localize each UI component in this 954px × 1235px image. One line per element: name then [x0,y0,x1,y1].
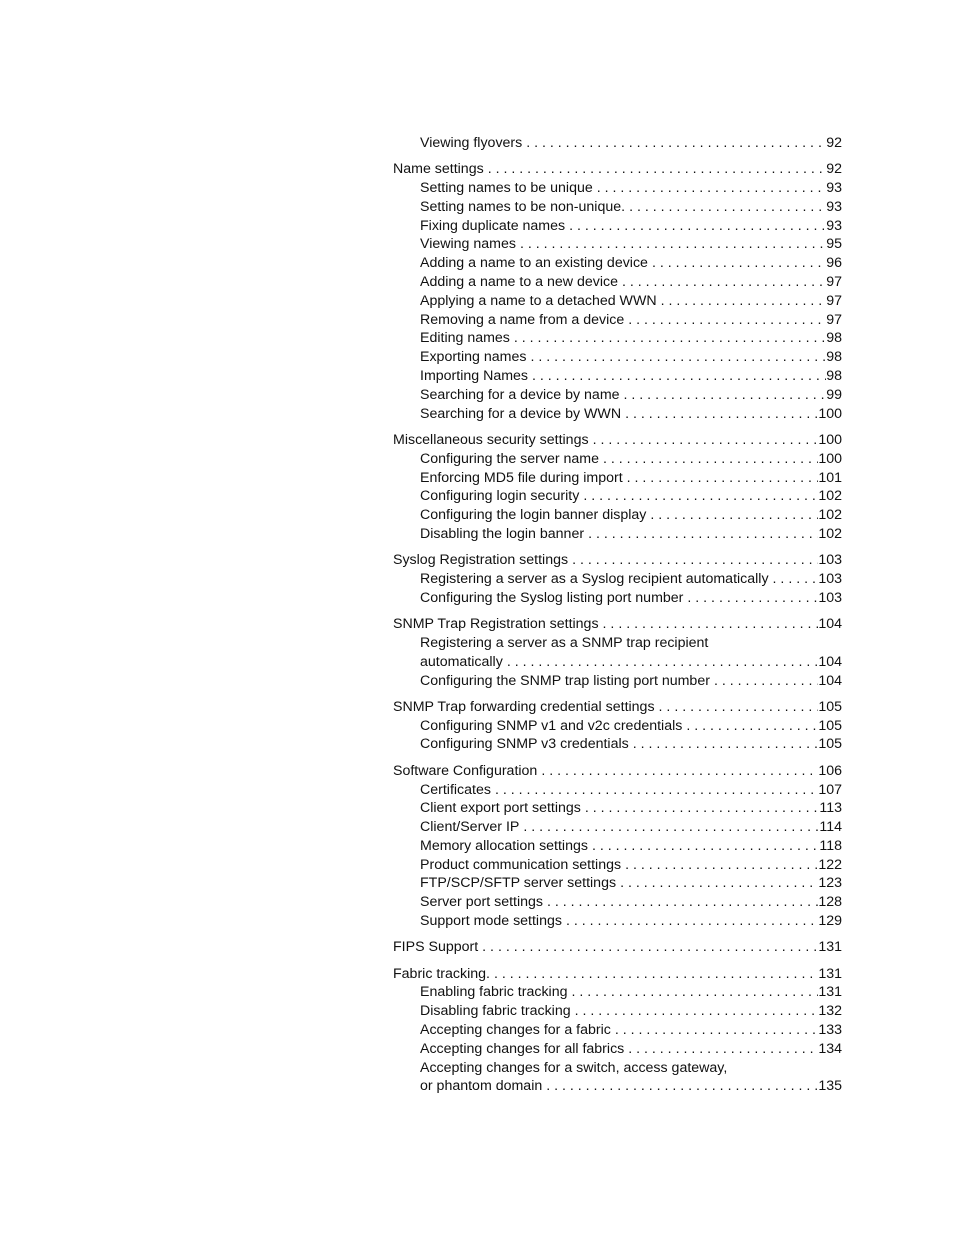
dot-leader [541,762,818,781]
toc-entry-title: FTP/SCP/SFTP server settings [420,875,617,892]
dot-leader [603,450,818,469]
toc-section [393,431,842,544]
toc-entry-page-number: 104 [818,616,842,633]
toc-entry[interactable] [393,799,842,818]
toc-entry-title: Support mode settings [420,913,562,930]
toc-entry-title: Exporting names [420,349,527,366]
toc-entry-page-number: 104 [818,653,842,670]
dot-leader [652,254,826,273]
toc-entry-title: Fabric tracking. [393,965,490,982]
dot-leader [620,874,818,893]
toc-entry-page-number: 132 [818,1003,842,1020]
toc-entry-page-number: 100 [818,431,842,448]
toc-entry-title: Client/Server IP [420,819,520,836]
toc-section [393,551,842,607]
dot-leader [532,367,826,386]
toc-section [393,938,842,957]
toc-entry-page-number: 102 [818,507,842,524]
toc-entry-page-number: 113 [819,800,842,817]
dot-leader [583,487,818,506]
toc-entry-title: Disabling fabric tracking [420,1003,571,1020]
toc-entry[interactable] [393,983,842,1002]
dot-leader [526,134,826,153]
toc-entry-page-number: 106 [818,762,842,779]
toc-entry-page-number: 107 [818,781,842,798]
toc-entry[interactable] [393,717,842,736]
dot-leader [622,273,826,292]
toc-entry-title: Applying a name to a detached WWN [420,292,657,309]
toc-entry-title: Name settings [393,161,484,178]
toc-entry[interactable] [393,450,842,469]
dot-leader [687,589,818,608]
toc-entry[interactable] [393,874,842,893]
toc-entry[interactable] [393,292,842,311]
toc-entry-title-line: Accepting changes for a switch, access gateway, [420,1059,728,1076]
toc-entry-page-number: 103 [818,589,842,606]
toc-entry-title: Configuring SNMP v3 credentials [420,736,629,753]
dot-leader [585,799,820,818]
toc-entry-title: Viewing names [420,236,516,253]
toc-entry[interactable] [393,893,842,912]
toc-entry-title: Enforcing MD5 file during import [420,469,623,486]
toc-entry-page-number: 103 [818,571,842,588]
toc-entry-page-number: 95 [826,236,842,253]
toc-entry-page-number: 97 [826,274,842,291]
toc-entry-title: Disabling the login banner [420,525,585,542]
dot-leader [488,160,827,179]
dot-leader [773,570,819,589]
toc-entry[interactable] [393,273,842,292]
toc-entry-page-number: 105 [818,717,842,734]
dot-leader [495,781,818,800]
toc-entry-page-number: 135 [818,1078,842,1095]
toc-entry-title: SNMP Trap forwarding credential settings [393,698,655,715]
toc-entry-page-number: 123 [818,875,842,892]
toc-entry-title: Adding a name to an existing device [420,255,648,272]
toc-entry[interactable] [393,672,842,691]
dot-leader [627,469,819,488]
toc-section [393,965,842,1097]
toc-entry-title: Viewing flyovers [420,135,523,151]
toc-entry-title: Memory allocation settings [420,837,588,854]
toc-entry-page-number: 100 [818,450,842,467]
toc-entry-title: Miscellaneous security settings [393,431,589,448]
toc-entry[interactable] [393,367,842,386]
dot-leader [523,818,819,837]
toc-entry[interactable] [393,589,842,608]
toc-entry[interactable] [393,525,842,544]
toc-entry[interactable] [393,837,842,856]
dot-leader [575,1002,819,1021]
toc-entry-heading[interactable] [393,965,842,984]
dot-leader [629,198,826,217]
toc-entry[interactable] [393,653,842,672]
toc-entry-page-number: 92 [826,161,842,178]
toc-entry[interactable] [393,1077,842,1096]
toc-entry-page-number: 104 [818,672,842,689]
toc-entry-page-number: 129 [818,913,842,930]
toc-entry-title: Accepting changes for a fabric [420,1022,611,1039]
toc-entry[interactable] [393,405,842,424]
toc-entry[interactable] [393,1040,842,1059]
toc-entry[interactable] [393,1021,842,1040]
toc-section [393,160,842,423]
dot-leader [514,329,826,348]
dot-leader [659,698,819,717]
toc-entry-title: or phantom domain [420,1078,543,1095]
dot-leader [588,525,818,544]
toc-entry-title: Importing Names [420,368,529,385]
dot-leader [571,983,818,1002]
dot-leader [546,1077,818,1096]
toc-entry-page-number: 103 [818,552,842,569]
toc-entry-title: Removing a name from a device [420,311,625,328]
toc-entry-title: Fixing duplicate names [420,217,566,234]
dot-leader [625,405,818,424]
toc-entry[interactable] [393,735,842,754]
toc-entry[interactable] [393,856,842,875]
toc-entry-heading[interactable] [393,615,842,634]
dot-leader [628,1040,818,1059]
toc-entry-title: Setting names to be non-unique. [420,198,626,215]
toc-entry-title: Enabling fabric tracking [420,984,568,1001]
toc-entry-page-number: 128 [818,894,842,911]
toc-entry[interactable] [393,235,842,254]
toc-entry-page-number: 133 [818,1022,842,1039]
toc-entry-title-line: Registering a server as a SNMP trap recipient [420,634,709,651]
dot-leader [714,672,818,691]
toc-entry[interactable] [393,781,842,800]
toc-entry[interactable] [393,217,842,236]
toc-entry-title: Configuring the SNMP trap listing port number [420,672,710,689]
toc-entry-page-number: 131 [818,939,842,956]
toc-entry-title: Certificates [420,781,491,798]
toc-entry-page-number: 102 [818,488,842,505]
toc-entry[interactable] [393,1002,842,1021]
toc-entry[interactable] [393,506,842,525]
dot-leader [520,235,826,254]
toc-entry-page-number: 93 [826,217,842,234]
toc-entry-title: Accepting changes for all fabrics [420,1040,625,1057]
toc-entry-title: Server port settings [420,894,544,911]
toc-section [393,762,842,931]
toc-entry[interactable] [393,179,842,198]
toc-entry-title: automatically [420,653,503,670]
toc-entry-title: Searching for a device by WWN [420,405,622,422]
toc-entry-title: Product communication settings [420,856,622,873]
toc-entry[interactable] [393,487,842,506]
dot-leader [547,893,818,912]
toc-entry-page-number: 92 [826,135,842,151]
toc-entry-title: Client export port settings [420,800,581,817]
toc-entry[interactable] [393,198,842,217]
toc-entry[interactable] [393,348,842,367]
toc-entry-page-number: 97 [826,311,842,328]
dot-leader [482,938,818,957]
toc-entry[interactable] [393,469,842,488]
toc-entry-title: Searching for a device by name [420,386,620,403]
dot-leader [633,735,819,754]
dot-leader [569,217,826,236]
toc-entry-page-number: 101 [818,469,842,486]
toc-entry-page-number: 98 [826,368,842,385]
toc-entry[interactable] [393,912,842,931]
toc-entry[interactable] [393,818,842,837]
toc-section [393,615,842,690]
toc-entry-page-number: 118 [819,837,842,854]
dot-leader [686,717,818,736]
toc-entry-title: Configuring SNMP v1 and v2c credentials [420,717,683,734]
toc-entry-title: Configuring login security [420,488,580,505]
toc-entry-page-number: 97 [826,292,842,309]
toc-entry-title: Configuring the login banner display [420,507,647,524]
toc-entry-title: Setting names to be unique [420,180,593,197]
toc-entry-page-number: 102 [818,525,842,542]
dot-leader [592,837,819,856]
dot-leader [597,179,826,198]
toc-entry-page-number: 105 [818,698,842,715]
toc-entry[interactable] [393,570,842,589]
toc-entry-title: Configuring the Syslog listing port number [420,589,684,606]
toc-entry-title: SNMP Trap Registration settings [393,616,599,633]
dot-leader [603,615,819,634]
toc-entry-page-number: 122 [818,856,842,873]
toc-entry-page-number: 114 [819,819,842,836]
toc-entry-title: FIPS Support [393,939,479,956]
dot-leader [615,1021,818,1040]
toc-entry-title: Registering a server as a Syslog recipient automatically [420,571,769,588]
toc-entry[interactable] [393,386,842,405]
toc-entry-title: Syslog Registration settings [393,552,569,569]
dot-leader [572,551,818,570]
toc-entry-heading[interactable] [393,551,842,570]
dot-leader [625,856,818,875]
toc-entry-title: Editing names [420,330,510,347]
toc-entry-title: Adding a name to a new device [420,274,618,291]
dot-leader [494,965,818,984]
dot-leader [566,912,818,931]
toc-entry-heading[interactable] [393,938,842,957]
toc-entry-page-number: 100 [818,405,842,422]
toc-section [393,134,842,153]
toc-entry-page-number: 105 [818,736,842,753]
dot-leader [593,431,819,450]
toc-entry-page-number: 99 [826,386,842,403]
toc-entry[interactable] [393,134,842,153]
toc-entry[interactable] [393,329,842,348]
table-of-contents [393,134,842,1104]
toc-entry[interactable] [393,254,842,273]
toc-entry-heading[interactable] [393,762,842,781]
toc-entry-page-number: 131 [818,965,842,982]
dot-leader [650,506,818,525]
toc-entry-page-number: 134 [818,1040,842,1057]
toc-entry-page-number: 98 [826,330,842,347]
toc-entry-heading[interactable] [393,698,842,717]
dot-leader [624,386,827,405]
toc-entry-page-number: 131 [818,984,842,1001]
toc-entry-heading[interactable] [393,431,842,450]
toc-entry-heading[interactable] [393,160,842,179]
toc-section [393,698,842,754]
dot-leader [661,292,827,311]
toc-entry-title: Software Configuration [393,762,538,779]
dot-leader [530,348,826,367]
toc-entry-page-number: 98 [826,349,842,366]
toc-entry-page-number: 96 [826,255,842,272]
toc-entry-page-number: 93 [826,198,842,215]
toc-entry[interactable] [393,311,842,330]
dot-leader [507,653,819,672]
toc-entry-title: Configuring the server name [420,450,600,467]
dot-leader [628,311,826,330]
toc-entry-page-number: 93 [826,180,842,197]
